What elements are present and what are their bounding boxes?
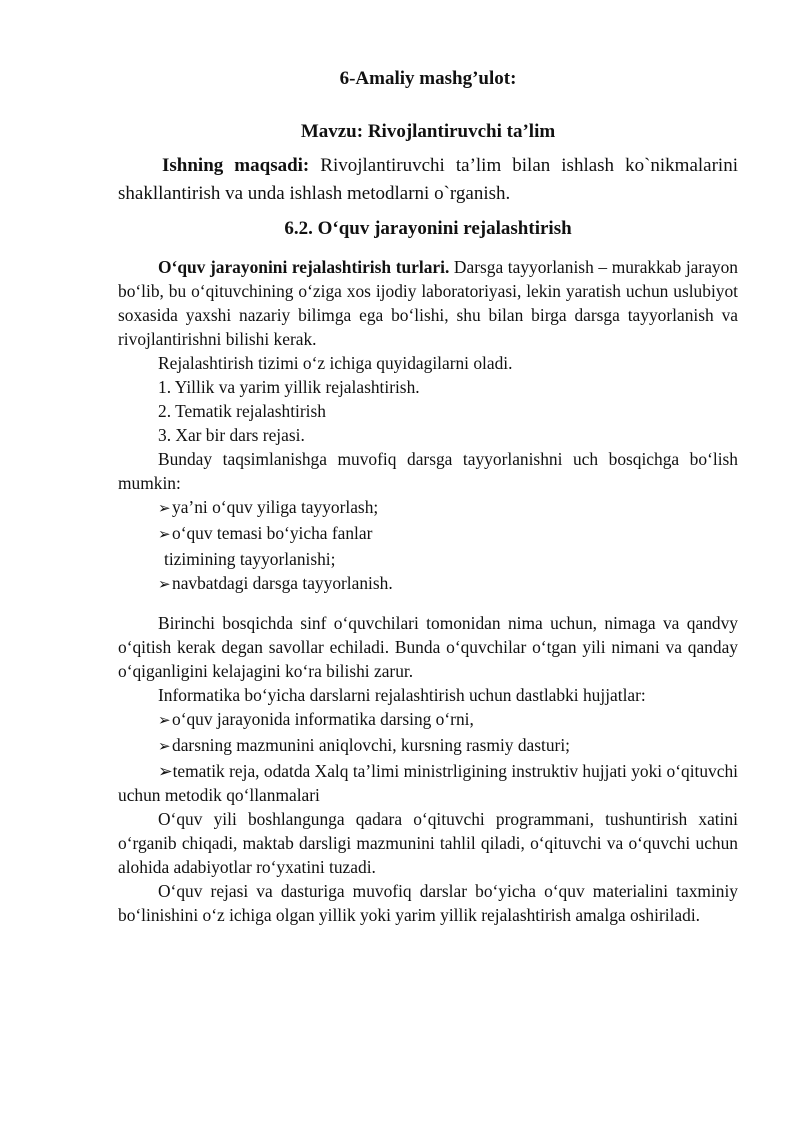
paragraph-first-stage: Birinchi bosqichda sinf o‘quvchilari tomonidan nima uchun, nimaga va qandvy o‘qitish kerak degan savollar echiladi. Bunda o‘quvchilar o‘tgan yili nimani va qanday o‘qiganligini kelajagini ko‘ra bilishi zarur. — [118, 613, 738, 681]
goal-paragraph — [118, 152, 738, 208]
document-page — [118, 62, 738, 927]
list-item-text: ya’ni o‘quv yiliga tayyorlash; — [172, 497, 379, 517]
list-item — [118, 759, 738, 807]
list-item-text: o‘quv jarayonida informatika darsing o‘rni, — [172, 709, 474, 729]
list-item-text: o‘quv temasi bo‘yicha fanlar — [172, 523, 373, 543]
paragraph-bold-lead: O‘quv jarayonini rejalashtirish turlari. — [158, 257, 450, 277]
list-item-continuation: tizimining tayyorlanishi; — [164, 549, 336, 569]
paragraph-stages: Bunday taqsimlanishga muvofiq darsga tayyorlanishni uch bosqichga bo‘lish mumkin: — [118, 449, 738, 493]
list-item-text: navbatdagi darsga tayyorlanish. — [172, 573, 393, 593]
list-item — [118, 571, 738, 597]
list-item — [118, 495, 738, 521]
paragraph-text: Darsga tayyorlanish – murakkab jarayon bo‘lib, bu o‘qituvchining o‘ziga xos ijodiy laboratoriyasi, lekin yaratish uchun uslubiyot soxasida yaxshi nazariy bilimga ega bo‘lishi, shu bilan birga darsga tayyorlanish va rivojlantirishni bilishi kerak. — [118, 257, 738, 349]
list-item: 3. Xar bir dars rejasi. — [158, 425, 305, 445]
list-item-text: darsning mazmunini aniqlovchi, kursning rasmiy dasturi; — [172, 735, 570, 755]
paragraph-documents: Informatika bo‘yicha darslarni rejalashtirish uchun dastlabki hujjatlar: — [158, 685, 646, 705]
paragraph-yearly-plan: O‘quv rejasi va dasturiga muvofiq darslar bo‘yicha o‘quv materialini taxminiy bo‘linishini o‘z ichiga olgan yillik yoki yarim yillik rejalashtirish amalga oshiriladi. — [118, 881, 738, 925]
paragraph-gap — [118, 597, 738, 611]
paragraph-planning-system: Rejalashtirish tizimi o‘z ichiga quyidagilarni oladi. — [158, 353, 513, 373]
section-body — [118, 255, 738, 927]
arrow-bullet-icon: ➢ — [158, 527, 171, 543]
arrow-bullet-icon: ➢ — [158, 739, 171, 755]
list-item-text: tematik reja, odatda Xalq ta’limi ministrligining instruktiv hujjati yoki o‘qituvchi uchun metodik qo‘llanmalari — [118, 761, 738, 805]
arrow-bullet-icon: ➢ — [158, 761, 173, 781]
list-item — [118, 707, 738, 733]
arrow-bullet-icon: ➢ — [158, 577, 171, 593]
list-item: 2. Tematik rejalashtirish — [158, 401, 326, 421]
list-item — [118, 521, 738, 547]
paragraph-program-study: O‘quv yili boshlangunga qadara o‘qituvchi programmani, tushuntirish xatini o‘rganib chiqadi, maktab darsligi mazmunini tahlil qiladi, o‘qituvchi va o‘quvchi uchun alohida adabiyotlar ro‘yxatini tuzadi. — [118, 809, 738, 877]
goal-text: Rivojlantiruvchi ta’lim bilan ishlash ko`nikmalarini shakllantirish va unda ishlash metodlarni o`rganish. — [118, 155, 738, 204]
list-item: 1. Yillik va yarim yillik rejalashtirish. — [158, 377, 420, 397]
goal-label: Ishning maqsadi: — [162, 155, 310, 176]
paragraph-planning-types — [118, 255, 738, 351]
section-title: 6.2. O‘quv jarayonini rejalashtirish — [284, 218, 572, 239]
topic-heading: Mavzu: Rivojlantiruvchi ta’lim — [300, 121, 556, 142]
arrow-bullet-icon: ➢ — [158, 713, 171, 729]
document-title: 6-Amaliy mashg’ulot: — [339, 68, 517, 89]
list-item — [118, 733, 738, 759]
arrow-bullet-icon: ➢ — [158, 501, 171, 517]
